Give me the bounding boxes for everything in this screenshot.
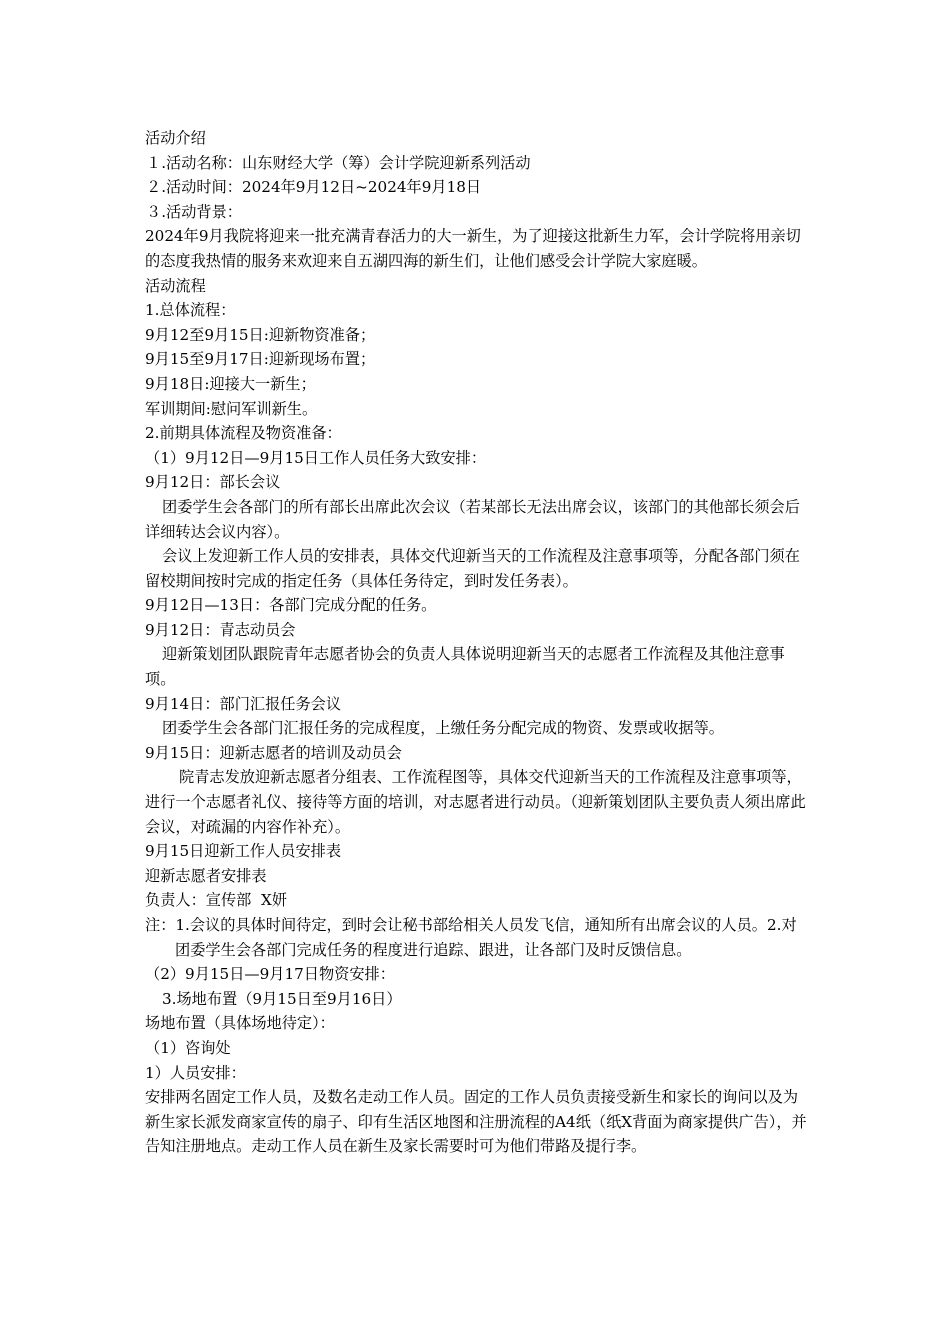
subsection-heading: （1）9月12日—9月15日工作人员任务大致安排： (145, 448, 487, 467)
venue-setup-subheading: 场地布置（具体场地待定）： (145, 1014, 335, 1033)
activity-background-text: 2024年9月我院将迎来一批充满青春活力的大一新生，为了迎接这批新生力军，会计学院将用亲切的态度我热情的服务来欢迎来自五湖四海的新生们，让他们感受会计学院大家庭暖。 (145, 227, 801, 270)
consultation-desk-heading: （1）咨询处 (145, 1038, 231, 1057)
person-in-charge: 负责人：宣传部 X妍 (145, 891, 287, 910)
paragraph: 院青志发放迎新志愿者分组表、工作流程图等，具体交代迎新当天的工作流程及注意事项等，进行一个志愿者礼仪、接待等方面的培训，对志愿者进行动员。（迎新策划团队主要负责人须出席此会议，对疏漏的内容作补充）。 (145, 768, 806, 836)
paragraph: 会议上发迎新工作人员的安排表，具体交代迎新当天的工作流程及注意事项等，分配各部门须在留校期间按时完成的指定任务（具体任务待定，到时发任务表）。 (145, 547, 800, 590)
document-page (145, 126, 810, 1159)
note: 注：1.会议的具体时间待定，到时会让秘书部给相关人员发飞信，通知所有出席会议的人员。2.对团委学生会各部门完成任务的程度进行追踪、跟进，让各部门及时反馈信息。 (145, 916, 797, 959)
process-item: 9月12至9月15日:迎新物资准备； (145, 325, 376, 344)
process-item: 9月18日:迎接大一新生； (145, 374, 316, 393)
paragraph: 团委学生会各部门的所有部长出席此次会议（若某部长无法出席会议，该部门的其他部长须会后详细转达会议内容）。 (145, 497, 800, 541)
process-item: 9月15至9月17日:迎新现场布置； (145, 350, 376, 369)
volunteer-table-title: 迎新志愿者安排表 (145, 866, 267, 885)
paragraph: 团委学生会各部门汇报任务的完成程度，上缴任务分配完成的物资、发票或收据等。 (162, 719, 724, 738)
activity-time: ２.活动时间：2024年9月12日~2024年9月18日 (146, 178, 482, 197)
paragraph: 迎新策划团队跟院青年志愿者协会的负责人具体说明迎新当天的志愿者工作流程及其他注意事项。 (145, 645, 785, 689)
process-item: 军训期间:慰问军训新生。 (145, 399, 318, 418)
paragraph: 安排两名固定工作人员，及数名走动工作人员。固定的工作人员负责接受新生和家长的询问以及为新生家长派发商家宣传的扇子、印有生活区地图和注册流程的A4纸（纸X背面为商家提供广告），并告知注册地点。走动工作人员在新生及家长需要时可为他们带路及提行李。 (145, 1088, 807, 1156)
activity-background-label: ３.活动背景： (146, 202, 242, 221)
preliminary-process-heading: 2.前期具体流程及物资准备： (145, 424, 342, 443)
schedule-item-heading: 9月12日—13日：各部门完成分配的任务。 (145, 596, 437, 615)
section-heading-process: 活动流程 (145, 276, 206, 295)
schedule-item-heading: 9月12日：部长会议 (145, 473, 281, 492)
staffing-heading: 1）人员安排： (145, 1063, 246, 1082)
subsection-heading: （2）9月15日—9月17日物资安排： (145, 965, 395, 984)
schedule-item-heading: 9月12日：青志动员会 (145, 620, 296, 639)
schedule-item-heading: 9月15日：迎新志愿者的培训及动员会 (145, 743, 402, 762)
overall-process-heading: 1.总体流程： (145, 301, 236, 320)
venue-setup-heading: 3.场地布置（9月15日至9月16日） (162, 989, 402, 1008)
schedule-table-title: 9月15日迎新工作人员安排表 (145, 842, 342, 861)
section-heading-intro: 活动介绍 (145, 129, 206, 147)
activity-name: １.活动名称：山东财经大学（筹）会计学院迎新系列活动 (146, 153, 531, 172)
schedule-item-heading: 9月14日：部门汇报任务会议 (145, 694, 342, 713)
